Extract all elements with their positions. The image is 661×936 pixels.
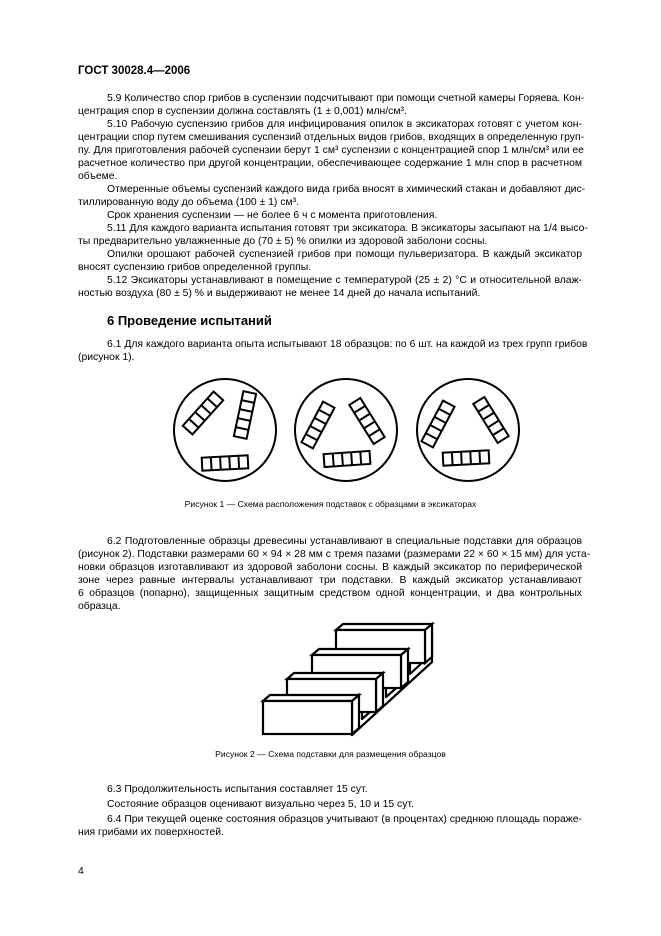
text-line: 6.4 При текущей оценке состояния образцов учитывают (в процентах) среднюю площадь пораже- [107, 814, 582, 825]
text-line: 6 образцов (попарно), защищенных защитным средством одной концентрации, и два контрольных [78, 588, 582, 599]
text-line: Отмеренные объемы суспензий каждого вида гриба вносят в химический стакан и добавляют дис- [107, 184, 586, 195]
text-line: (рисунок 1). [78, 352, 135, 363]
text-line: 6.2 Подготовленные образцы древесины устанавливают в специальные подставки для образцов [107, 536, 582, 547]
text-line: Опилки орошают рабочей суспензией грибов при помощи пульверизатора. В каждый эксикатор [107, 249, 582, 260]
text-line: Состояние образцов оценивают визуально через 5, 10 и 15 сут. [107, 799, 414, 810]
stand-rail [263, 695, 359, 734]
text-line: вносят суспензию грибов определенной группы. [78, 262, 312, 273]
text-line: пу. Для приготовления рабочей суспензии берут 1 см³ суспензии с концентрацией спор 1 млн/см³ или ее [78, 145, 584, 156]
text-line: 6.3 Продолжительность испытания составляет 15 сут. [107, 784, 368, 795]
text-line: Срок хранения суспензии — не более 6 ч с момента приготовления. [107, 210, 438, 221]
text-line: расчетное количество при другой концентрации, обеспечивающее содержание 1 млн спор в расчетном [78, 158, 582, 169]
text-line: центрация спор в суспензии должна составлять (1 ± 0,001) млн/см³. [78, 106, 407, 117]
paragraph [78, 798, 582, 811]
text-line: 5.10 Рабочую суспензию грибов для инфицирования опилок в эксикаторах готовят с учетом кон- [107, 119, 582, 130]
text-line: 5.11 Для каждого варианта испытания готовят три эксикатора. В эксикаторы засыпают на 1/4 высо- [107, 223, 588, 234]
text-line: 5.9 Количество спор грибов в суспензии подсчитывают при помощи счетной камеры Горяева. Кон- [107, 93, 585, 104]
text-line: 5.12 Эксикаторы устанавливают в помещение с температурой (25 ± 2) °С и относительной влаж- [107, 275, 582, 286]
text-line: центрации спор путем смешивания суспензий отдельных видов грибов, входящих в определенную груп- [78, 132, 585, 143]
text-line: ния грибами их поверхностей. [78, 827, 224, 838]
text-line: объеме. [78, 171, 118, 182]
section-6-3-6-4-paragraphs [78, 783, 582, 839]
figure-1-caption: Рисунок 1 — Схема расположения подставок с образцами в эксикаторах [184, 499, 477, 509]
text-line: ностью воздуха (80 ± 5) % и выдерживают не менее 14 дней до начала испытаний. [78, 288, 481, 299]
page-number: 4 [78, 866, 84, 877]
text-line: 6.1 Для каждого варианта опыта испытывают 18 образцов: по 6 шт. на каждой из трех групп грибов [107, 339, 588, 350]
text-line: зоне через равные интервалы устанавливают три подставки. В каждый эксикатор устанавливают [78, 575, 582, 586]
text-line: ты предварительно увлажненные до (70 ± 5) % опилки из здоровой заболони сосны. [78, 236, 488, 247]
paragraph [78, 783, 582, 796]
text-line: новки образцов изготавливают из здоровой заболони сосны. В каждый эксикатор по периферической [78, 562, 582, 573]
text-line: образца. [78, 601, 121, 612]
text-line: (рисунок 2). Подставки размерами 60 × 94 × 28 мм с тремя пазами (размерами 22 × 60 × 15 мм) для уста- [78, 549, 591, 560]
document-header: ГОСТ 30028.4—2006 [78, 65, 191, 77]
text-line: тиллированную воду до объема (100 ± 1) см³. [78, 197, 299, 208]
section-heading: 6 Проведение испытаний [107, 313, 272, 328]
figure-2-caption: Рисунок 2 — Схема подставки для размещения образцов [215, 749, 446, 759]
paragraph [78, 813, 582, 839]
